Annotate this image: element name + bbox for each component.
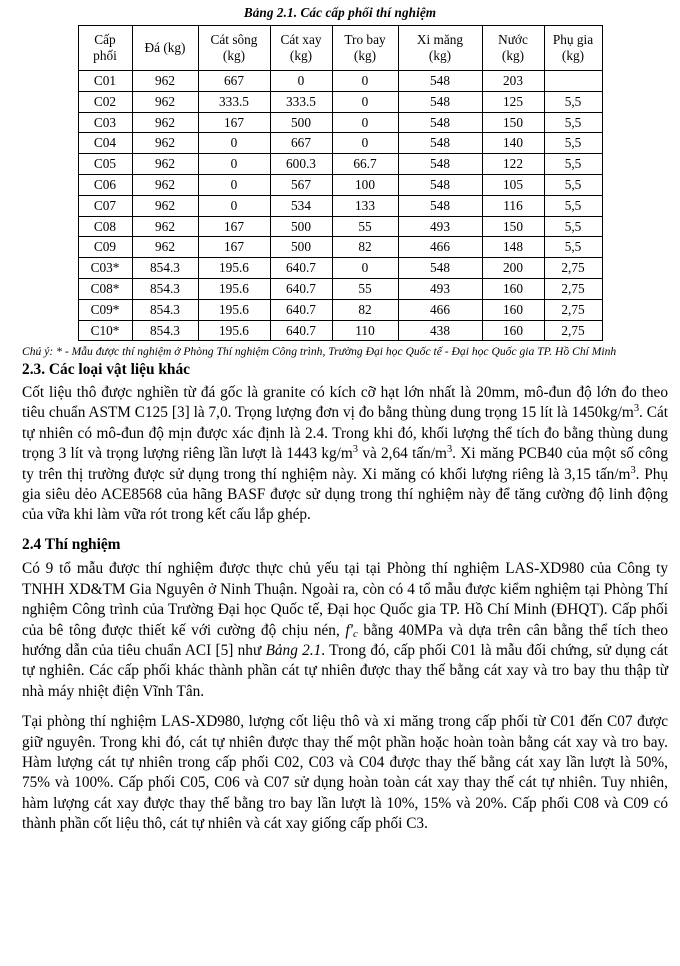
table-row	[78, 320, 602, 341]
cell-da: 962	[132, 71, 198, 92]
cell-nuoc: 148	[482, 237, 544, 258]
cell-nuoc: 116	[482, 195, 544, 216]
cell-tro-bay: 133	[332, 195, 398, 216]
cell-cat-song: 195.6	[198, 278, 270, 299]
cell-cat-xay: 567	[270, 174, 332, 195]
cell-cap-phoi: C09*	[78, 299, 132, 320]
cell-nuoc: 125	[482, 91, 544, 112]
cell-nuoc: 203	[482, 71, 544, 92]
table-row	[78, 278, 602, 299]
cell-tro-bay: 100	[332, 174, 398, 195]
column-header-cat-song	[198, 26, 270, 71]
cell-xi-mang: 548	[398, 133, 482, 154]
cell-phu-gia: 5,5	[544, 112, 602, 133]
document-body	[0, 361, 680, 835]
column-header-da	[132, 26, 198, 71]
cell-da: 854.3	[132, 278, 198, 299]
cell-da: 962	[132, 133, 198, 154]
cell-da: 962	[132, 195, 198, 216]
table-row	[78, 237, 602, 258]
para-text-part-2: . Cát tự nhiên có mô-đun độ mịn được xác định là 2.4. Trong khi đó, khối lượng thể tích đo bằng thùng dung trọng 3 lít và trọng lượng riêng lần lượt là 1443 kg/m	[22, 404, 668, 463]
mix-design-table-wrapper	[0, 25, 680, 341]
table-body	[78, 71, 602, 341]
cell-phu-gia: 5,5	[544, 195, 602, 216]
para-text-part-3: và 2,64 tấn/m	[357, 445, 447, 463]
cell-cap-phoi: C02	[78, 91, 132, 112]
column-header-nuoc	[482, 26, 544, 71]
cell-da: 962	[132, 91, 198, 112]
cell-cat-song: 167	[198, 216, 270, 237]
header-line-1: Đá (kg)	[144, 40, 186, 56]
fc-subscript: c	[352, 627, 358, 640]
cell-cat-song: 667	[198, 71, 270, 92]
header-line-2: (kg)	[222, 48, 246, 63]
cell-phu-gia: 5,5	[544, 133, 602, 154]
table-footnote: Chú ý: * - Mẫu được thí nghiệm ở Phòng Thí nghiệm Công trình, Trường Đại học Quốc tế - Đại học Quốc gia TP. Hồ Chí Minh	[22, 345, 617, 359]
cell-cat-song: 0	[198, 195, 270, 216]
para-text-part-4: . Xi măng PCB40 của một số công ty trên thị trường được sử dụng trong thí nghiệm này. Xi măng có khối lượng riêng là 3,15 tấn/m	[22, 445, 668, 483]
header-line-1: Tro bay	[344, 32, 386, 48]
cell-cat-xay: 640.7	[270, 299, 332, 320]
header-line-1: Cấp	[94, 32, 116, 48]
cell-cat-xay: 640.7	[270, 258, 332, 279]
cell-tro-bay: 82	[332, 237, 398, 258]
table-row	[78, 174, 602, 195]
cell-nuoc: 150	[482, 216, 544, 237]
header-line-1: Nước	[498, 32, 528, 48]
heading-section-2-4: 2.4 Thí nghiệm	[22, 535, 121, 553]
superscript-3: 3	[446, 444, 453, 456]
column-header-tro-bay	[332, 26, 398, 71]
cell-cat-xay: 667	[270, 133, 332, 154]
cell-cap-phoi: C09	[78, 237, 132, 258]
cell-da: 854.3	[132, 320, 198, 341]
cell-nuoc: 105	[482, 174, 544, 195]
table-caption: Bảng 2.1. Các cấp phối thí nghiệm	[243, 5, 437, 20]
header-line-2: (kg)	[501, 48, 525, 63]
cell-cat-song: 167	[198, 112, 270, 133]
cell-phu-gia: 2,75	[544, 320, 602, 341]
table-row	[78, 133, 602, 154]
cell-da: 962	[132, 112, 198, 133]
cell-cat-song: 0	[198, 174, 270, 195]
paragraph-2-4-first	[22, 559, 668, 702]
superscript-3: 3	[633, 403, 640, 415]
cell-phu-gia	[544, 71, 602, 92]
superscript-3: 3	[630, 464, 636, 476]
cell-phu-gia: 5,5	[544, 154, 602, 175]
table-row	[78, 299, 602, 320]
cell-xi-mang: 548	[398, 154, 482, 175]
fc-notation	[345, 622, 357, 639]
para-text-part-5: . Phụ gia siêu dẻo ACE8568 của hãng BASF được sử dụng trong thí nghiệm này để tăng cường độ linh động của vữa khi làm vữa rót trong kết cấu lắp ghép.	[22, 465, 668, 524]
cell-cat-xay: 534	[270, 195, 332, 216]
cell-phu-gia: 5,5	[544, 237, 602, 258]
cell-tro-bay: 0	[332, 71, 398, 92]
header-line-2: (kg)	[353, 48, 377, 63]
header-line-1: Xi măng	[416, 32, 464, 48]
cell-tro-bay: 0	[332, 91, 398, 112]
cell-nuoc: 140	[482, 133, 544, 154]
cell-nuoc: 122	[482, 154, 544, 175]
table-reference: Bảng 2.1	[265, 641, 322, 659]
cell-cat-xay: 333.5	[270, 91, 332, 112]
table-row	[78, 258, 602, 279]
cell-tro-bay: 0	[332, 133, 398, 154]
cell-xi-mang: 438	[398, 320, 482, 341]
cell-cat-song: 195.6	[198, 258, 270, 279]
header-line-1: Phụ gia	[552, 32, 594, 48]
cell-cap-phoi: C05	[78, 154, 132, 175]
cell-cap-phoi: C04	[78, 133, 132, 154]
header-line-1: Cát xay	[280, 32, 322, 48]
cell-xi-mang: 548	[398, 71, 482, 92]
para-text-part-3: . Trong đó, cấp phối C01 là mẫu đối chứng, sử dụng cát tự nghiên. Các cấp phối khác thành phần cát tự nhiên được thay thế bằng cát xay và tro bay thu thập từ nhà máy nhiệt điện Vĩnh Tân.	[22, 641, 668, 700]
cell-tro-bay: 0	[332, 258, 398, 279]
cell-cap-phoi: C03*	[78, 258, 132, 279]
table-row	[78, 154, 602, 175]
cell-xi-mang: 493	[398, 278, 482, 299]
cell-cat-xay: 500	[270, 216, 332, 237]
cell-cat-xay: 0	[270, 71, 332, 92]
para-text-part-1: Có 9 tổ mẫu được thí nghiệm được thực chủ yếu tại tại Phòng thí nghiệm LAS-XD980 của Công ty TNHH XD&TM Gia Nguyên ở Ninh Thuận. Ngoài ra, còn có 4 tổ mẫu được kiểm nghiệm tại Phòng Thí nghiệm Công trình của Trường Đại học Quốc tế, Đại học Quốc gia TP. Hồ Chí Minh (ĐHQT). Cấp phối của bê tông được thiết kế với cường độ chịu nén,	[22, 560, 668, 639]
cell-xi-mang: 466	[398, 299, 482, 320]
column-header-cap-phoi	[78, 26, 132, 71]
cell-phu-gia: 5,5	[544, 216, 602, 237]
cell-cat-song: 333.5	[198, 91, 270, 112]
paragraph-2-3	[22, 383, 668, 526]
superscript-3: 3	[352, 444, 358, 456]
cell-da: 962	[132, 174, 198, 195]
cell-nuoc: 160	[482, 278, 544, 299]
cell-nuoc: 160	[482, 320, 544, 341]
cell-cat-song: 0	[198, 133, 270, 154]
cell-cat-xay: 600.3	[270, 154, 332, 175]
cell-cap-phoi: C06	[78, 174, 132, 195]
cell-phu-gia: 2,75	[544, 278, 602, 299]
cell-xi-mang: 493	[398, 216, 482, 237]
table-row	[78, 91, 602, 112]
cell-tro-bay: 66.7	[332, 154, 398, 175]
cell-da: 854.3	[132, 299, 198, 320]
cell-da: 854.3	[132, 258, 198, 279]
header-line-2: (kg)	[428, 48, 452, 63]
cell-cat-song: 195.6	[198, 299, 270, 320]
cell-xi-mang: 548	[398, 91, 482, 112]
cell-cap-phoi: C10*	[78, 320, 132, 341]
header-line-2: phối	[93, 48, 117, 63]
cell-phu-gia: 2,75	[544, 258, 602, 279]
table-header	[78, 26, 602, 71]
cell-nuoc: 160	[482, 299, 544, 320]
cell-xi-mang: 548	[398, 195, 482, 216]
header-line-1: Cát sông	[210, 32, 258, 48]
mix-design-table	[78, 25, 603, 341]
cell-cat-song: 0	[198, 154, 270, 175]
heading-section-2-3: 2.3. Các loại vật liệu khác	[22, 360, 191, 378]
cell-cat-song: 167	[198, 237, 270, 258]
cell-cap-phoi: C01	[78, 71, 132, 92]
cell-cat-xay: 640.7	[270, 278, 332, 299]
cell-xi-mang: 548	[398, 174, 482, 195]
cell-cat-xay: 640.7	[270, 320, 332, 341]
cell-cat-xay: 500	[270, 237, 332, 258]
header-line-2: (kg)	[289, 48, 313, 63]
cell-cap-phoi: C07	[78, 195, 132, 216]
cell-cap-phoi: C03	[78, 112, 132, 133]
cell-da: 962	[132, 237, 198, 258]
column-header-cat-xay	[270, 26, 332, 71]
cell-phu-gia: 2,75	[544, 299, 602, 320]
table-header-row	[78, 26, 602, 71]
cell-da: 962	[132, 216, 198, 237]
cell-xi-mang: 466	[398, 237, 482, 258]
cell-nuoc: 150	[482, 112, 544, 133]
document-page	[0, 5, 680, 966]
cell-phu-gia: 5,5	[544, 91, 602, 112]
cell-tro-bay: 55	[332, 278, 398, 299]
cell-nuoc: 200	[482, 258, 544, 279]
cell-xi-mang: 548	[398, 258, 482, 279]
cell-tro-bay: 55	[332, 216, 398, 237]
cell-cap-phoi: C08	[78, 216, 132, 237]
table-row	[78, 195, 602, 216]
cell-cap-phoi: C08*	[78, 278, 132, 299]
header-line-2: (kg)	[561, 48, 585, 63]
table-row	[78, 71, 602, 92]
para-text-part-1: Cốt liệu thô được nghiền từ đá gốc là granite có kích cỡ hạt lớn nhất là 20mm, mô-đun độ lớn đo theo tiêu chuẩn ASTM C125 [3] là 7,0. Trọng lượng đơn vị đo bằng thùng dung trọng 15 lít là 1450kg/m	[22, 383, 668, 422]
cell-tro-bay: 82	[332, 299, 398, 320]
para-text-part-2: bằng 40MPa và dựa trên cân bằng thể tích theo hướng dẫn của tiêu chuẩn ACI [5] như	[22, 621, 668, 659]
column-header-xi-mang	[398, 26, 482, 71]
cell-tro-bay: 110	[332, 320, 398, 341]
cell-da: 962	[132, 154, 198, 175]
cell-phu-gia: 5,5	[544, 174, 602, 195]
table-row	[78, 216, 602, 237]
cell-cat-xay: 500	[270, 112, 332, 133]
table-row	[78, 112, 602, 133]
fc-symbol: f'	[345, 621, 353, 639]
cell-xi-mang: 548	[398, 112, 482, 133]
paragraph-2-4-second: Tại phòng thí nghiệm LAS-XD980, lượng cốt liệu thô và xi măng trong cấp phối từ C01 đến C07 được giữ nguyên. Trong khi đó, cát tự nhiên được thay thế một phần hoặc hoàn toàn bằng cát xay và tro bay. Hàm lượng cát tự nhiên trong cấp phối C02, C03 và C04 được thay thế bằng cát xay lần lượt là 50%, 75% và 100%. Cấp phối C05, C06 và C07 sử dụng hoàn toàn cát xay thay thế cát tự nhiên. Tuy nhiên, hàm lượng cát xay được thay thế bằng tro bay lần lượt là 10%, 15% và 20%. Cấp phối C08 và C09 có thành phần cốt liệu thô, cát tự nhiên và cát xay giống cấp phối C3.	[22, 713, 668, 833]
cell-tro-bay: 0	[332, 112, 398, 133]
cell-cat-song: 195.6	[198, 320, 270, 341]
column-header-phu-gia	[544, 26, 602, 71]
